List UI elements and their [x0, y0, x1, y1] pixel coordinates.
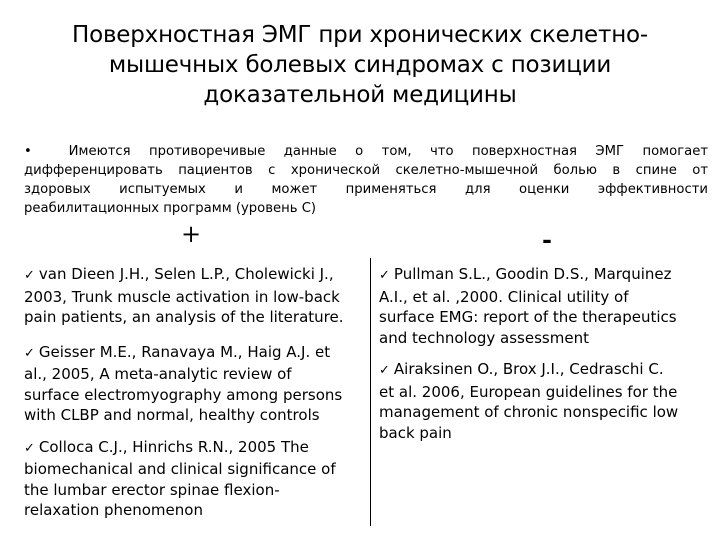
- page-title: [40, 20, 680, 110]
- reference-text: Airaksinen O., Brox J.I., Cedraschi C.: [393, 360, 664, 378]
- right-column: [379, 264, 709, 454]
- intro-text-1: Имеются противоречивые данные о том, что поверхностная ЭМГ помогает: [68, 144, 708, 159]
- reference-line: pain patients, an analysis of the literature.: [24, 308, 344, 326]
- intro-paragraph: [24, 142, 708, 218]
- check-icon: ✓: [24, 440, 35, 456]
- minus-heading: -: [542, 225, 552, 254]
- check-icon: ✓: [24, 345, 35, 361]
- reference-line: surface electromyography among persons: [24, 385, 343, 404]
- intro-line-2: дифференцировать пациентов с хронической скелетно-мышечной болью в спине от: [24, 163, 708, 178]
- reference-line: [379, 359, 709, 382]
- reference-line: the lumbar erector spinae flexion-: [24, 480, 280, 499]
- reference-line: relaxation phenomenon: [24, 501, 203, 519]
- bullet: •: [24, 144, 32, 159]
- left-column: [24, 264, 364, 532]
- reference-line: [24, 437, 364, 460]
- reference-line: with CLBP and normal, healthy controls: [24, 406, 320, 424]
- reference-line: [379, 264, 709, 287]
- title-line-2: мышечных болевых синдромах с позиции: [108, 52, 612, 78]
- intro-line-4: реабилитационных программ (уровень С): [24, 201, 317, 216]
- reference-item: [24, 264, 364, 328]
- reference-item: [379, 359, 709, 443]
- reference-line: and technology assessment: [379, 328, 589, 347]
- intro-line-1: [24, 142, 708, 161]
- intro-line-3: здоровых испытуемых и может применяться для оценки эффективности: [24, 182, 708, 197]
- reference-line: et al. 2006, European guidelines for the: [379, 382, 678, 401]
- title-line-1: Поверхностная ЭМГ при хронических скелетно-: [71, 22, 648, 48]
- column-divider: [370, 258, 371, 526]
- reference-text: van Dieen J.H., Selen L.P., Cholewicki J.,: [38, 265, 334, 283]
- reference-text: Pullman S.L., Goodin D.S., Marquinez: [393, 265, 672, 283]
- reference-line: [24, 264, 364, 287]
- reference-line: [24, 342, 364, 365]
- reference-item: [379, 264, 709, 348]
- plus-heading: +: [181, 220, 202, 248]
- title-line-3: доказательной медицины: [203, 82, 517, 108]
- check-icon: ✓: [379, 268, 390, 283]
- reference-line: back pain: [379, 423, 452, 442]
- reference-line: 2003, Trunk muscle activation in low-back: [24, 287, 340, 306]
- reference-line: surface EMG: report of the therapeutics: [379, 308, 677, 326]
- check-icon: ✓: [24, 268, 35, 283]
- reference-line: management of chronic nonspecific low: [379, 403, 679, 421]
- reference-line: A.I., et al. ,2000. Clinical utility of: [379, 287, 629, 306]
- reference-item: [24, 342, 364, 426]
- reference-line: al., 2005, A meta-analytic review of: [24, 365, 292, 383]
- reference-text: Geisser M.E., Ranavaya M., Haig A.J. et: [38, 342, 331, 361]
- reference-line: biomechanical and clinical significance of: [24, 460, 336, 478]
- reference-item: [24, 437, 364, 521]
- check-icon: ✓: [379, 363, 390, 378]
- reference-text: Colloca C.J., Hinrichs R.N., 2005 The: [38, 437, 309, 456]
